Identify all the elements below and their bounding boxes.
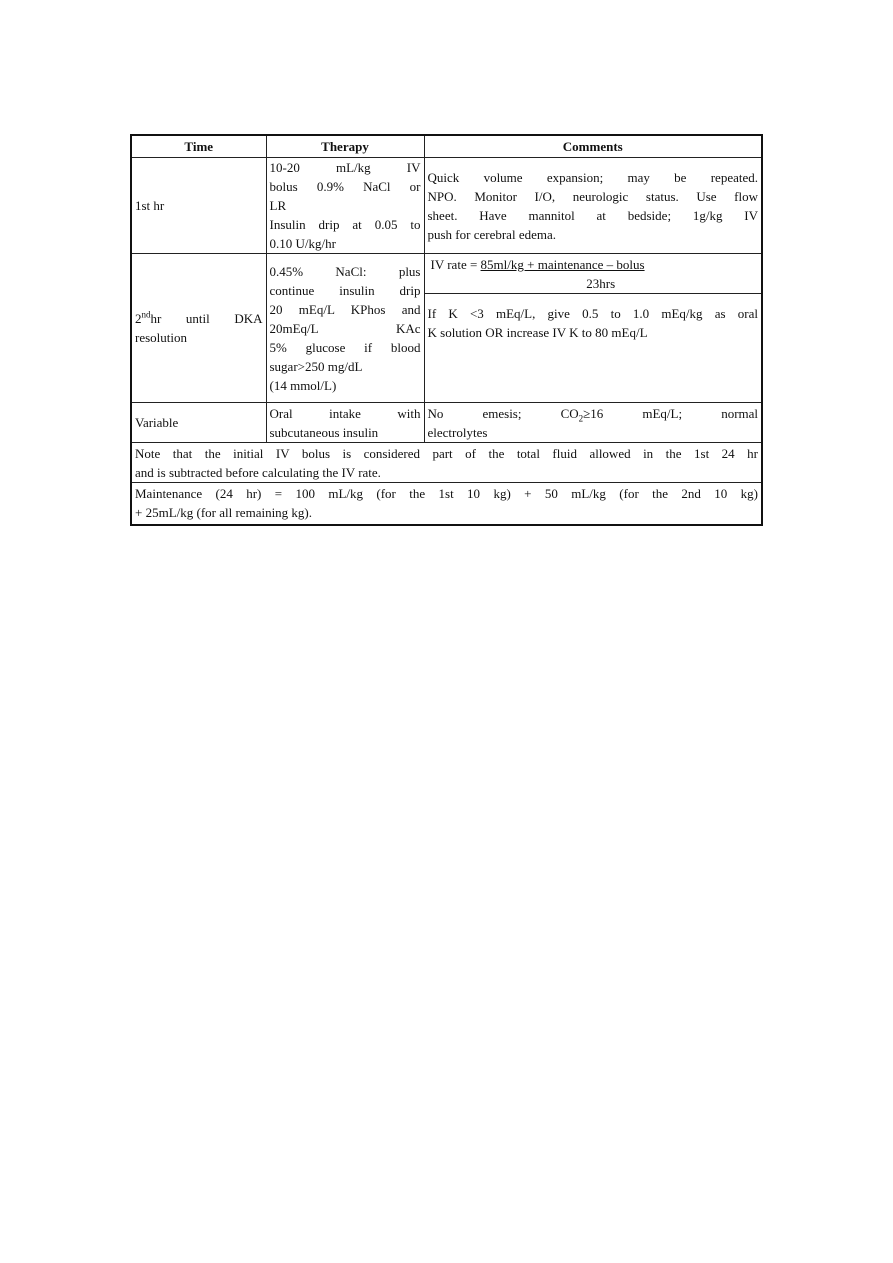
therapy-line: (14 mmol/L) [269,377,337,393]
table-row-first-hour [131,158,762,254]
time-cell-variable [131,403,266,443]
comment-line: NPO. Monitor I/O, neurologic status. Use flow [427,188,758,204]
comment-no-emesis: No emesis; [427,405,522,421]
comment-cell-first-hour [424,158,762,254]
time-label-variable: Variable [135,415,179,430]
therapy-cell-second-hour [266,254,424,403]
co2-threshold: ≥16 mEq/L; [583,405,683,421]
time-label-first-hour: 1st hr [135,198,165,213]
maintenance-cell [131,483,762,525]
table-header-row [131,135,762,158]
therapy-line: continue insulin drip [269,282,421,298]
therapy-line: bolus 0.9% NaCl or [269,179,421,194]
note-line: and is subtracted before calculating the IV rate. [135,464,381,480]
comment-co2 [560,405,683,424]
comment-line: Quick volume expansion; may be repeated. [427,169,758,185]
comment-line: sheet. Have mannitol at bedside; 1g/kg IV [427,207,758,223]
iv-rate-formula-cell [424,254,762,294]
comment-line: electrolytes [427,424,488,440]
comment-line: push for cerebral edema. [427,226,556,242]
iv-rate-denominator: 23hrs [586,276,616,291]
comment-line: If K <3 mEq/L, give 0.5 to 1.0 mEq/kg as oral [427,306,758,321]
maintenance-line: Maintenance (24 hr) = 100 mL/kg (for the 1st 10 kg) + 50 mL/kg (for the 2nd 10 kg) [135,486,758,502]
iv-rate-formula-numerator-line [428,255,759,274]
therapy-line: 10-20 mL/kg IV [269,160,421,175]
note-cell [131,443,762,483]
dka-fluid-therapy-table [130,134,763,526]
therapy-line: 0.10 U/kg/hr [269,236,336,251]
therapy-line: subcutaneous insulin [269,424,379,440]
header-therapy: Therapy [266,135,424,158]
header-time: Time [131,135,266,158]
note-line: Note that the initial IV bolus is considered part of the total fluid allowed in the 1st 24 hr [135,445,758,461]
co2-label: CO [560,405,579,421]
time-label-second-hour [135,309,263,328]
potassium-comment-cell [424,294,762,403]
table-row-variable [131,403,762,443]
time-ordinal-suffix: nd [141,309,151,320]
therapy-line: 20 mEq/L KPhos and [269,301,421,317]
therapy-line: 5% glucose if blood [269,339,421,355]
comment-line: K solution OR increase IV K to 80 mEq/L [427,325,648,340]
table-row-note [131,443,762,483]
comment-normal: normal [721,405,759,421]
iv-rate-label: IV rate = [430,257,481,272]
therapy-line: 20mEq/L KAc [269,320,421,336]
co2-subscript: 2 [578,413,584,424]
therapy-line: sugar>250 mg/dL [269,358,363,374]
therapy-line: 0.45% NaCl: plus [269,263,421,279]
maintenance-line: + 25mL/kg (for all remaining kg). [135,505,313,521]
therapy-cell-variable [266,403,424,443]
therapy-cell-first-hour [266,158,424,254]
table-row-maintenance [131,483,762,525]
table-row-second-hour [131,254,762,294]
time-cell-first-hour [131,158,266,254]
iv-rate-numerator: 85ml/kg + maintenance – bolus [480,257,645,272]
time-label-line2: resolution [135,330,187,345]
therapy-line: Oral intake with [269,405,421,421]
comment-line [428,404,759,423]
time-cell-second-hour [131,254,266,403]
therapy-line: Insulin drip at 0.05 to [269,217,421,232]
time-ordinal: 2 [135,311,142,326]
header-comments: Comments [424,135,762,158]
therapy-line: LR [269,198,287,213]
time-label-rest: hr until DKA [150,311,263,326]
comment-cell-variable [424,403,762,443]
